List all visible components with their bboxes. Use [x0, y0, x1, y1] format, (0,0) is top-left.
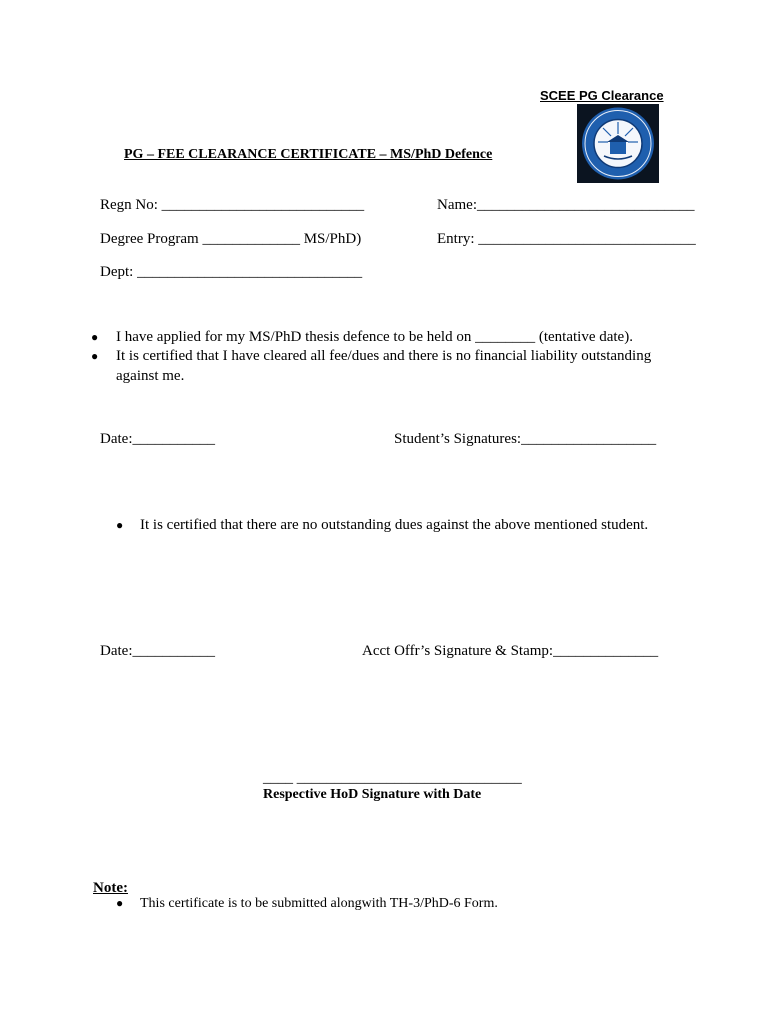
- accounts-signature-field[interactable]: Acct Offr’s Signature & Stamp:______________: [362, 643, 659, 659]
- bullet-icon: ●: [91, 330, 99, 344]
- entry-field[interactable]: Entry: _____________________________: [437, 231, 696, 247]
- accounts-date-field[interactable]: Date:___________: [100, 643, 215, 659]
- bullet-icon: ●: [116, 518, 124, 532]
- dept-field[interactable]: Dept: ______________________________: [100, 264, 363, 280]
- note-text: This certificate is to be submitted alongwith TH-3/PhD-6 Form.: [140, 896, 498, 911]
- student-date-field[interactable]: Date:___________: [100, 431, 215, 447]
- regn-no-field[interactable]: Regn No: ___________________________: [100, 197, 365, 213]
- student-signature-field[interactable]: Student’s Signatures:__________________: [394, 431, 657, 447]
- bullet-icon: ●: [91, 349, 99, 363]
- degree-program-field[interactable]: Degree Program _____________ MS/PhD): [100, 231, 362, 247]
- accounts-certification: It is certified that there are no outstanding dues against the above mentioned student.: [140, 517, 649, 533]
- declaration-item: It is certified that I have cleared all fee/dues and there is no financial liability outstanding: [116, 348, 652, 364]
- header-label: SCEE PG Clearance: [540, 88, 664, 103]
- declaration-item: I have applied for my MS/PhD thesis defence to be held on ________ (tentative date).: [116, 329, 633, 345]
- hod-signature-label: Respective HoD Signature with Date: [263, 787, 482, 802]
- hod-signature-line[interactable]: ____ ______________________________: [263, 770, 522, 786]
- declaration-item-continued: against me.: [116, 368, 185, 384]
- university-seal-icon: [577, 104, 659, 183]
- name-field[interactable]: Name:_____________________________: [437, 197, 695, 213]
- note-label: Note:: [93, 880, 128, 896]
- bullet-icon: ●: [116, 896, 124, 910]
- page-title: PG – FEE CLEARANCE CERTIFICATE – MS/PhD Defence: [124, 147, 493, 162]
